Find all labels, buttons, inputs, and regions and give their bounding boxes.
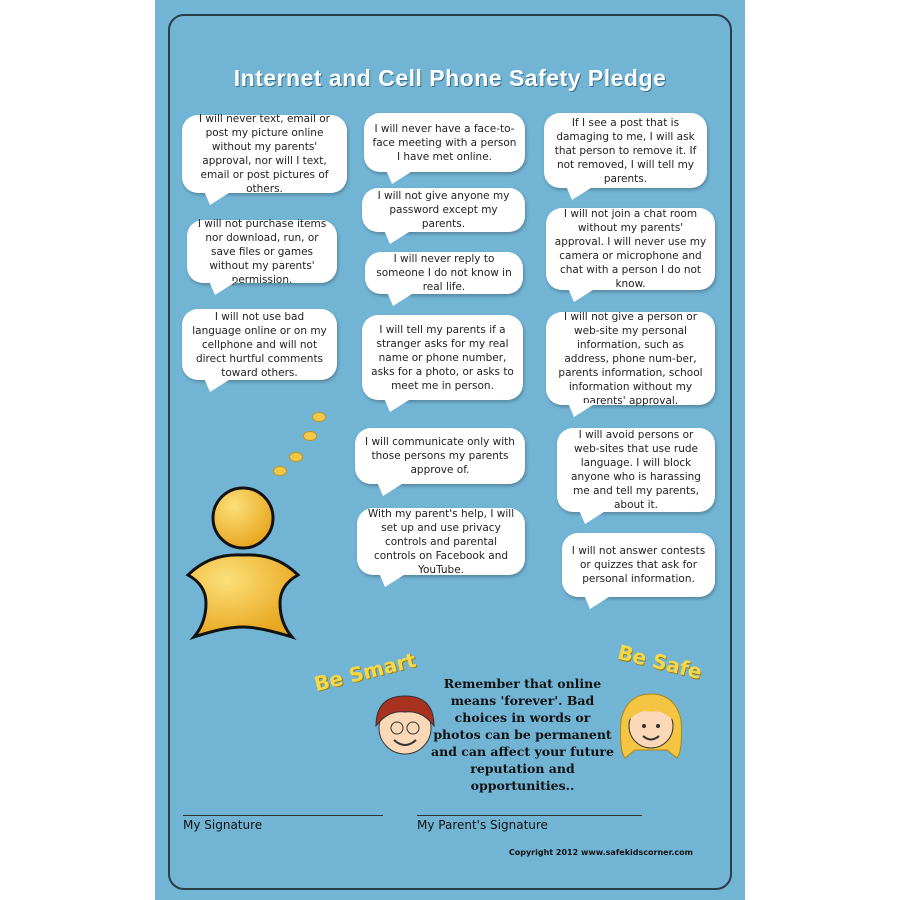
pledge-bubble: With my parent's help, I will set up and use privacy controls and parental controls on Facebook and YouTube. xyxy=(357,508,525,575)
thought-dot xyxy=(303,431,317,441)
pledge-bubble: I will not use bad language online or on my cellphone and will not direct hurtful comments toward others. xyxy=(182,309,337,380)
be-safe-slogan: Be Safe xyxy=(615,639,705,685)
pledge-bubble: I will tell my parents if a stranger asks for my real name or phone number, asks for a photo, or asks to meet me in person. xyxy=(362,315,523,400)
pledge-bubble: I will not join a chat room without my parents' approval. I will never use my camera or microphone and chat with a person I do not know. xyxy=(546,208,715,290)
pledge-bubble: I will not give anyone my password except my parents. xyxy=(362,188,525,232)
be-smart-slogan: Be Smart xyxy=(311,647,419,697)
pledge-bubble: I will not give a person or web-site my personal information, such as address, phone num-ber, parents information, school information without my parents' approval. xyxy=(546,312,715,405)
person-figure-icon xyxy=(180,485,305,645)
remember-message: Remember that online means 'forever'. Bad choices in words or photos can be permanent and can affect your future reputation and opportunities.. xyxy=(431,676,614,793)
my-signature-line[interactable]: My Signature xyxy=(183,815,383,832)
pledge-bubble: I will never have a face-to-face meeting with a person I have met online. xyxy=(364,113,525,172)
thought-dot xyxy=(289,452,303,462)
pledge-bubble: I will avoid persons or web-sites that use rude language. I will block anyone who is harassing me and tell my parents, about it. xyxy=(557,428,715,512)
pledge-bubble: I will not purchase items nor download, run, or save files or games without my parents' permission. xyxy=(187,220,337,283)
girl-face-icon xyxy=(615,690,687,762)
copyright-text: Copyright 2012 www.safekidscorner.com xyxy=(508,848,693,857)
pledge-bubble: I will communicate only with those persons my parents approve of. xyxy=(355,428,525,484)
poster-title: Internet and Cell Phone Safety Pledge xyxy=(233,65,667,91)
thought-dot xyxy=(273,466,287,476)
pledge-bubble: I will not answer contests or quizzes that ask for personal information. xyxy=(562,533,715,597)
pledge-bubble: I will never reply to someone I do not know in real life. xyxy=(365,252,523,294)
pledge-bubble: I will never text, email or post my picture online without my parents' approval, nor will I text, email or post pictures of others. xyxy=(182,115,347,193)
thought-dot xyxy=(312,412,326,422)
pledge-bubble: If I see a post that is damaging to me, I will ask that person to remove it. If not removed, I will tell my parents. xyxy=(544,113,707,188)
pledge-poster xyxy=(155,0,745,900)
parent-signature-line[interactable]: My Parent's Signature xyxy=(417,815,642,832)
